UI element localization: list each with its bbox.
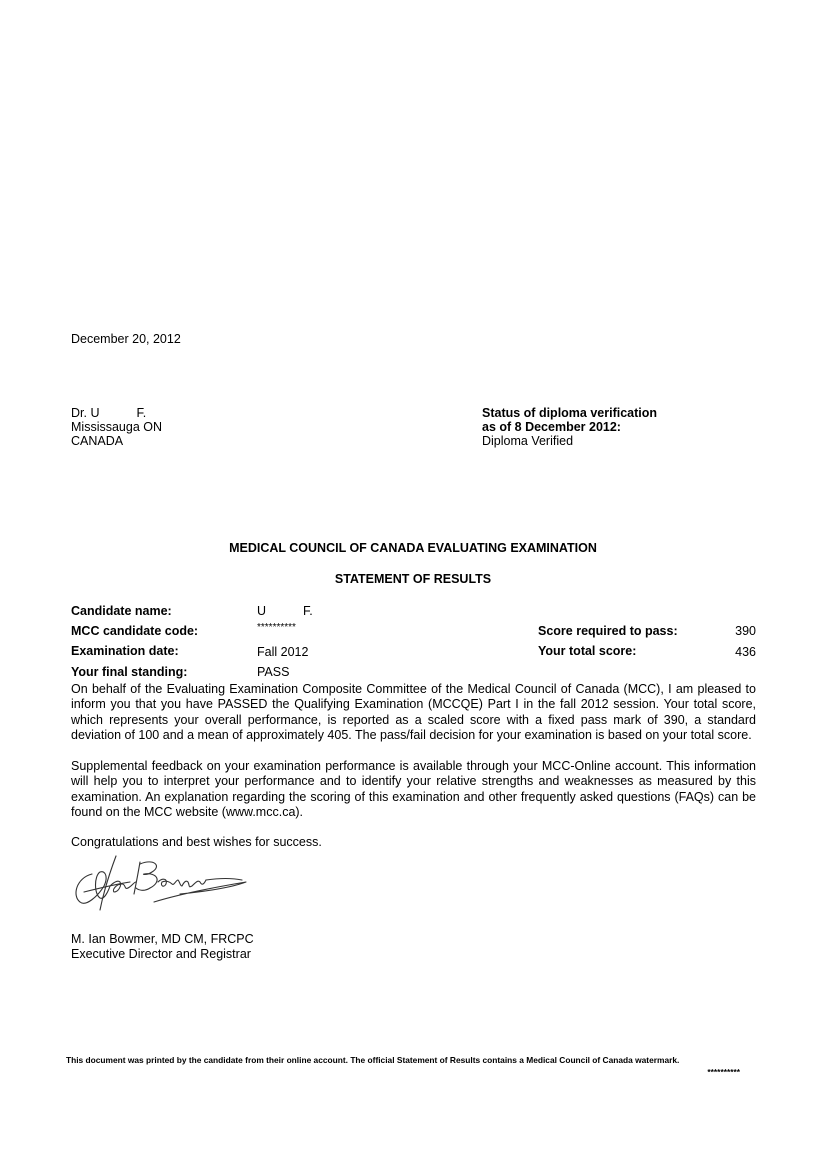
diploma-status-heading-line1: Status of diploma verification	[482, 406, 658, 420]
candidate-code-value: **********	[257, 622, 296, 633]
footer-notice	[66, 1054, 740, 1077]
closing-line: Congratulations and best wishes for success.	[71, 835, 322, 849]
diploma-status-heading-line2: as of 8 December 2012:	[482, 420, 621, 435]
exam-title: MEDICAL COUNCIL OF CANADA EVALUATING EXAMINATION	[229, 541, 597, 555]
signer-block	[71, 932, 254, 963]
diploma-status-value: Diploma Verified	[482, 434, 574, 449]
signer-name: M. Ian Bowmer, MD CM, FRCPC	[71, 932, 254, 946]
recipient-name-suffix: F.	[136, 406, 147, 420]
total-score-value: 436	[735, 645, 756, 659]
recipient-city: Mississauga ON	[71, 420, 162, 435]
total-score-label: Your total score:	[538, 644, 637, 658]
exam-date-label: Examination date:	[71, 644, 179, 658]
score-required-value: 390	[735, 624, 756, 638]
footer-text: This document was printed by the candidate from their online account. The official Statement of Results contains a Medical Council of Canada watermark.	[66, 1055, 680, 1065]
signer-title: Executive Director and Registrar	[71, 947, 251, 962]
score-required-label: Score required to pass:	[538, 624, 678, 638]
final-standing-value: PASS	[257, 665, 290, 679]
results-paragraph: On behalf of the Evaluating Examination Composite Committee of the Medical Council of Canada (MCC), I am pleased to inform you that you have PASSED the Qualifying Examination (MCCQE) Part I in the fall 2012 session. Your total score, which represents your overall performance, is reported as a scaled score with a fixed pass mark of 390, a standard deviation of 100 and a mean of approximately 405. The pass/fail decision for your examination is based on your total score.	[71, 682, 756, 742]
candidate-name-label: Candidate name:	[71, 604, 172, 618]
footer-code: **********	[707, 1067, 740, 1077]
candidate-first-name: U	[257, 604, 267, 618]
diploma-status-block	[482, 406, 657, 449]
recipient-name	[71, 406, 162, 420]
candidate-name-value	[257, 604, 313, 618]
recipient-name-prefix: Dr. U	[71, 406, 100, 420]
final-standing-label: Your final standing:	[71, 665, 188, 679]
recipient-country: CANADA	[71, 434, 124, 449]
statement-title: STATEMENT OF RESULTS	[334, 572, 492, 586]
recipient-address	[71, 406, 162, 449]
signature-image	[70, 852, 250, 914]
candidate-last-name: F.	[303, 604, 313, 618]
exam-date-value: Fall 2012	[257, 645, 309, 659]
feedback-paragraph: Supplemental feedback on your examination performance is available through your MCC-Online account. This information will help you to interpret your performance and to identify your relative strengths and weaknesses as measured by this examination. An explanation regarding the scoring of this examination and other frequently asked questions (FAQs) can be found on the MCC website (www.mcc.ca).	[71, 759, 756, 819]
letter-date: December 20, 2012	[71, 332, 181, 346]
candidate-code-label: MCC candidate code:	[71, 624, 199, 638]
